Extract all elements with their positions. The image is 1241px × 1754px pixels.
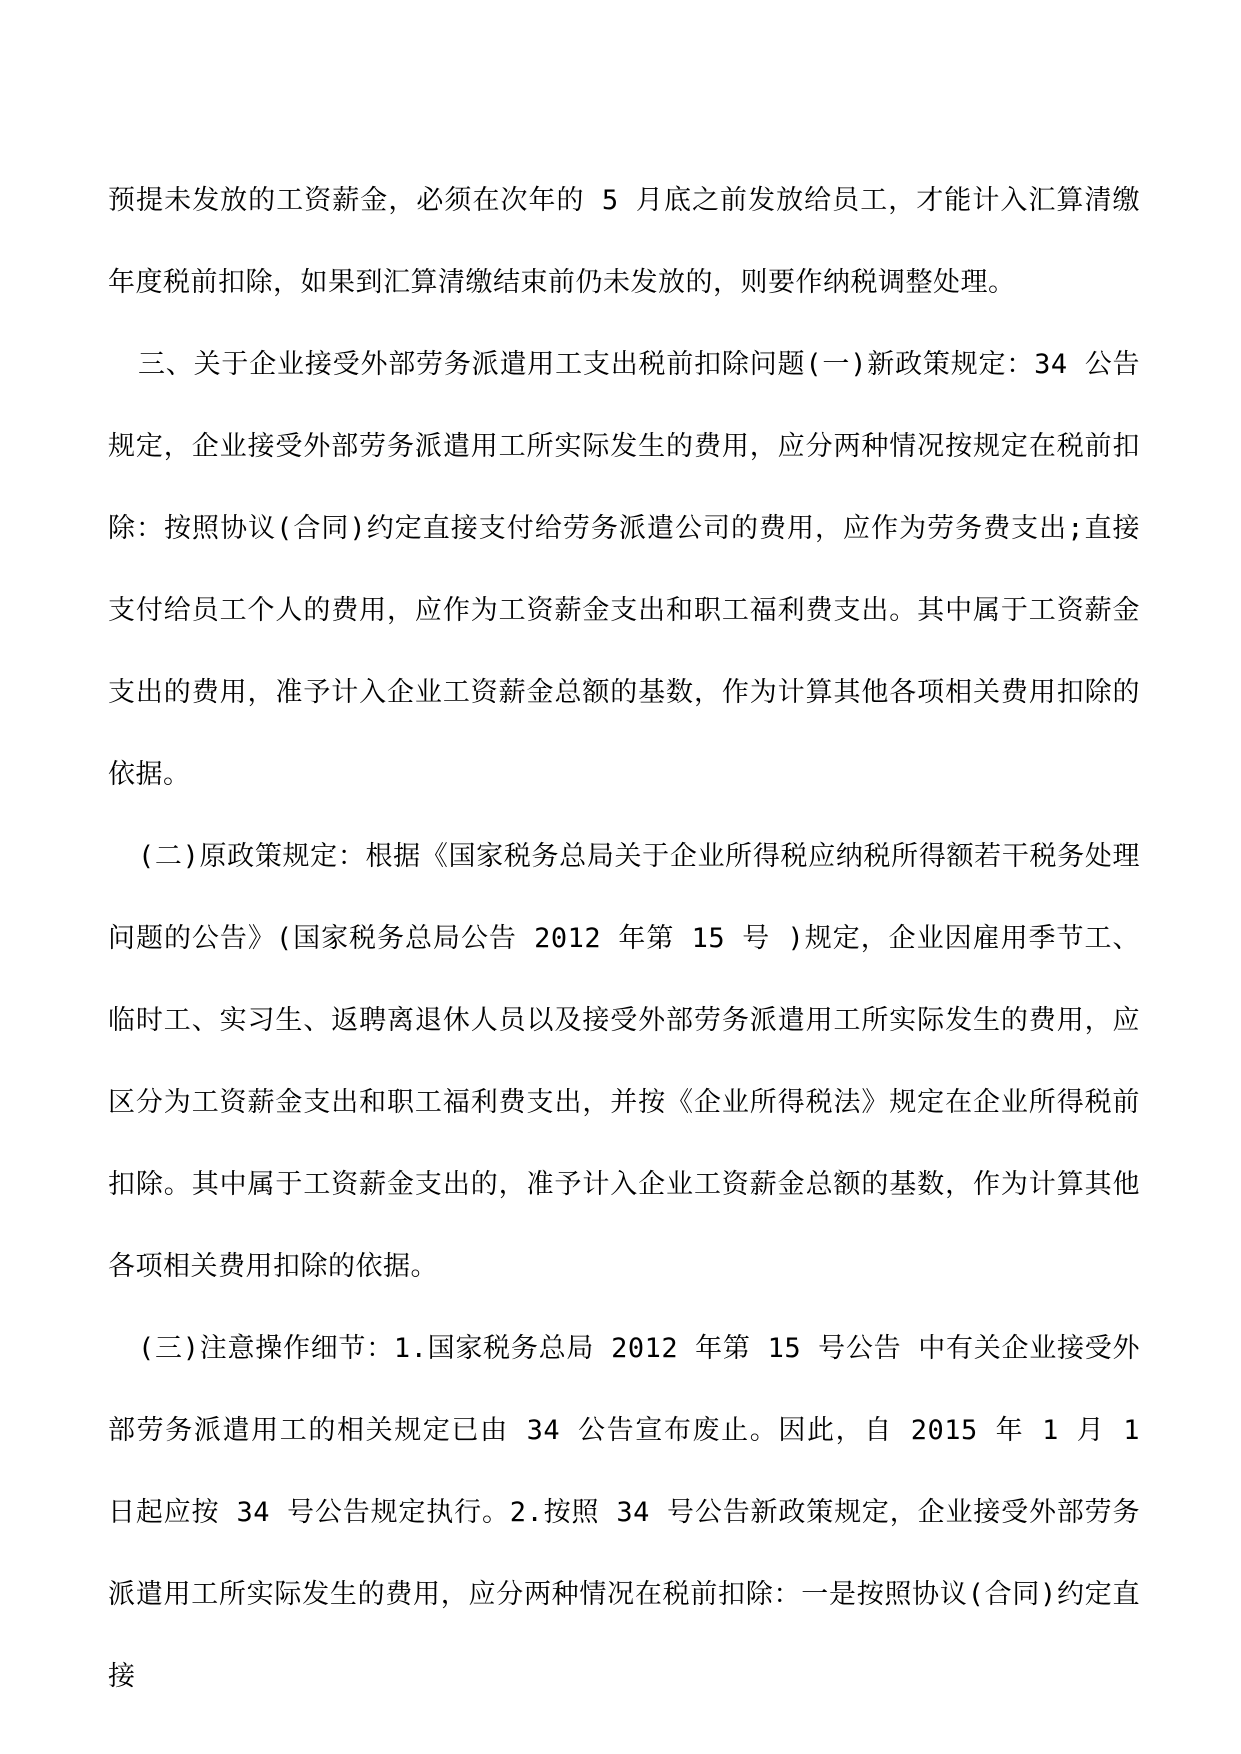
paragraph-old-policy: (二)原政策规定：根据《国家税务总局关于企业所得税应纳税所得额若干税务处理问题的公告》(国家税务总局公告 2012 年第 15 号 )规定，企业因雇用季节工、临时工、实习生、返聘离退休人员以及接受外部劳务派遣用工所实际发生的费用，应区分为工资薪金支出和职工福利费支出，并按《企业所得税法》规定在企业所得税前扣除。其中属于工资薪金支出的，准予计入企业工资薪金总额的基数，作为计算其他各项相关费用扣除的依据。	[108, 841, 1140, 1282]
paragraph-operation-details: (三)注意操作细节：1.国家税务总局 2012 年第 15 号公告 中有关企业接受外部劳务派遣用工的相关规定已由 34 公告宣布废止。因此，自 2015 年 1 月 1 日起应按 34 号公告规定执行。2.按照 34 号公告新政策规定，企业接受外部劳务派遣用工所实际发生的费用，应分两种情况在税前扣除：一是按照协议(合同)约定直接	[108, 1333, 1140, 1692]
document-body	[108, 160, 1140, 1718]
paragraph-wage-accrual: 预提未发放的工资薪金，必须在次年的 5 月底之前发放给员工，才能计入汇算清缴年度税前扣除，如果到汇算清缴结束前仍未发放的，则要作纳税调整处理。	[108, 185, 1140, 298]
paragraph-new-policy: 三、关于企业接受外部劳务派遣用工支出税前扣除问题(一)新政策规定：34 公告规定，企业接受外部劳务派遣用工所实际发生的费用，应分两种情况按规定在税前扣除：按照协议(合同)约定直接支付给劳务派遣公司的费用，应作为劳务费支出;直接支付给员工个人的费用，应作为工资薪金支出和职工福利费支出。其中属于工资薪金支出的费用，准予计入企业工资薪金总额的基数，作为计算其他各项相关费用扣除的依据。	[108, 349, 1140, 790]
